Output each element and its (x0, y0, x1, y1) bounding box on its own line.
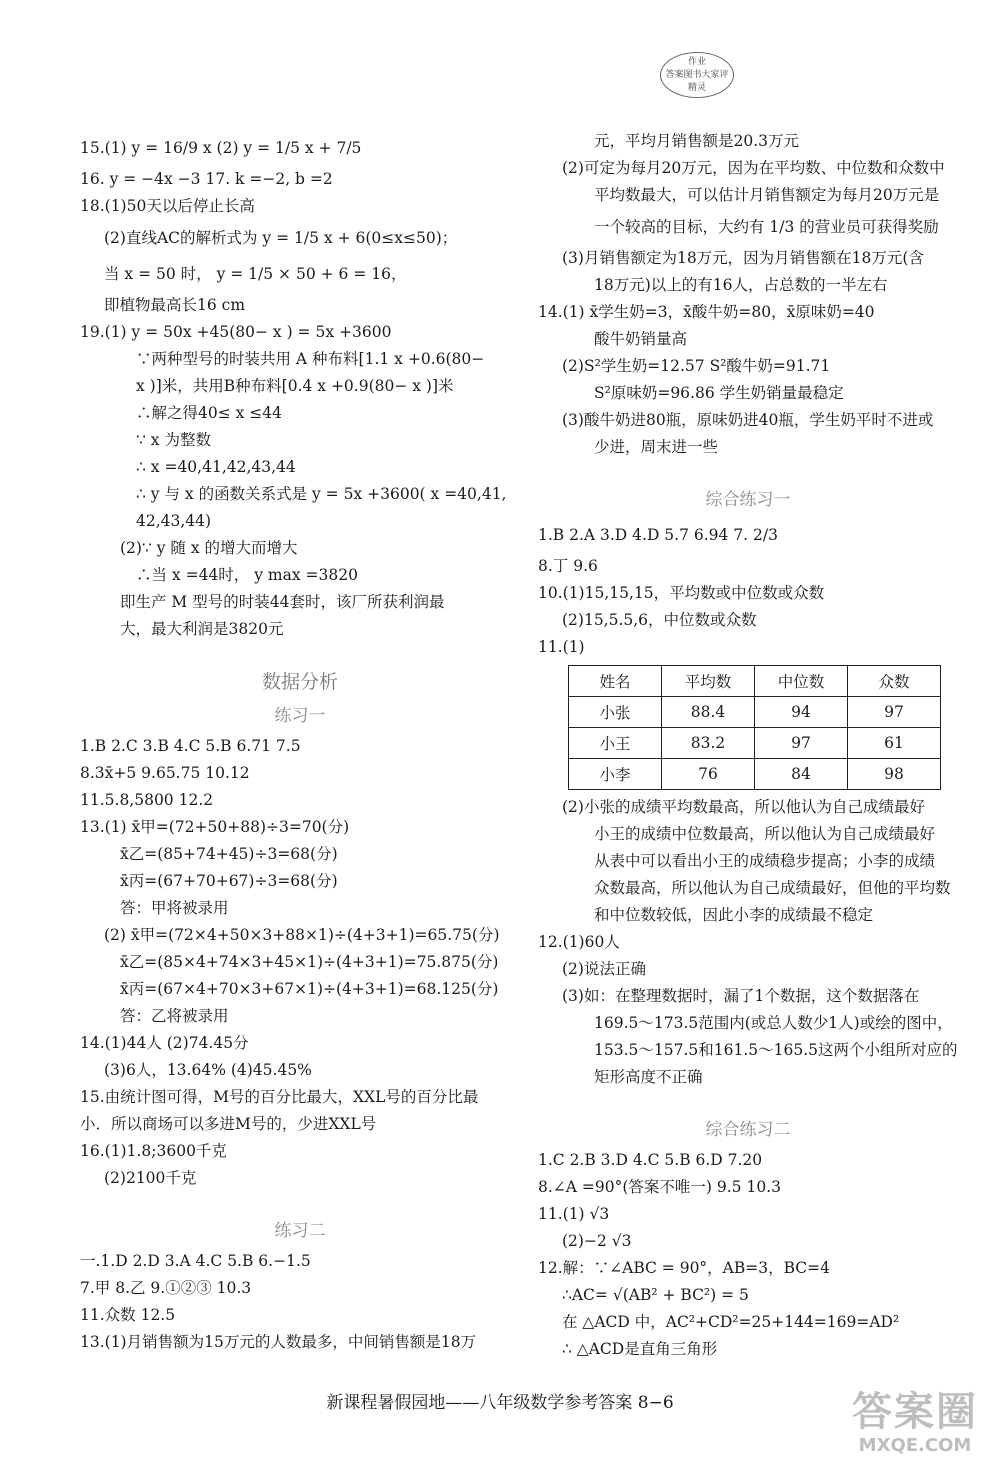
answer-line: 15.由统计图可得，M号的百分比最大，XXL号的百分比最 (80, 1088, 479, 1106)
answer-line: (2)可定为每月20万元，因为在平均数、中位数和众数中 (562, 159, 945, 177)
answer-line: (2)说法正确 (562, 960, 646, 978)
right-column (538, 128, 958, 1363)
answer-line: 11.(1) (538, 638, 585, 656)
subsection-title: 练习一 (274, 706, 326, 726)
answer-line: 在 △ACD 中，AC²+CD²=25+144=169=AD² (562, 1313, 900, 1331)
table-cell: 小王 (569, 728, 662, 759)
table-header-cell: 中位数 (755, 666, 848, 697)
answer-line: 矩形高度不正确 (594, 1068, 703, 1086)
table-cell: 83.2 (662, 728, 755, 759)
answer-line: 一.1.D 2.D 3.A 4.C 5.B 6.−1.5 (80, 1252, 311, 1270)
answer-line: x̄丙=(67×4+70×3+67×1)÷(4+3+1)=68.125(分) (120, 980, 499, 998)
answer-line: ∵ x 为整数 (136, 431, 211, 449)
answer-line: 19.(1) y = 50x +45(80− x ) = 5x +3600 (80, 323, 392, 341)
answer-line: (2)∵ y 随 x 的增大而增大 (120, 539, 298, 557)
watermark-text: 答案圈 (852, 1389, 978, 1435)
answer-line: (2)15,5.5,6，中位数或众数 (562, 611, 757, 629)
answer-line: 11.5.8,5800 12.2 (80, 791, 214, 809)
answer-line: 小．所以商场可以多进M号的，少进XXL号 (80, 1115, 377, 1133)
table-cell: 98 (848, 759, 941, 790)
answer-line: 15.(1) y = 16/9 x (2) y = 1/5 x + 7/5 (80, 139, 362, 157)
answer-line: (2) x̄甲=(72×4+50×3+88×1)÷(4+3+1)=65.75(分) (104, 926, 500, 944)
answer-line: (2)−2 √3 (562, 1232, 632, 1250)
answer-line: (3)酸牛奶进80瓶，原味奶进40瓶，学生奶平时不进或 (562, 411, 934, 429)
answer-line: 13.(1) x̄甲=(72+50+88)÷3=70(分) (80, 818, 350, 836)
answer-line: 即生产 M 型号的时装44套时，该厂所获利润最 (120, 593, 445, 611)
answer-line: 14.(1) x̄学生奶=3，x̄酸牛奶=80，x̄原味奶=40 (538, 303, 875, 321)
answer-line: ∴AC= √(AB² + BC²) = 5 (562, 1286, 749, 1304)
answer-line: 众数最高，所以他认为自己成绩最好，但他的平均数 (594, 879, 951, 897)
answer-line: (3)6人，13.64% (4)45.45% (104, 1061, 312, 1079)
answer-line: 平均数最大，可以估计月销售额定为每月20万元是 (594, 186, 940, 204)
answer-line: 18.(1)50天以后停止长高 (80, 197, 255, 215)
answer-line: 11.众数 12.5 (80, 1306, 176, 1324)
answer-line: ∴ x =40,41,42,43,44 (136, 458, 296, 476)
table-header-row (569, 666, 941, 697)
stamp-text-2: 答案图书大家评 (665, 70, 729, 80)
answer-line: 169.5～173.5范围内(或总人数少1人)或绘的图中， (594, 1014, 953, 1032)
answer-line: 16.(1)1.8;3600千克 (80, 1142, 227, 1160)
answer-line: 答：甲将被录用 (120, 899, 229, 917)
answer-line: 当 x = 50 时， y = 1/5 × 50 + 6 = 16， (104, 265, 407, 283)
answer-line: S²原味奶=96.86 学生奶销量最稳定 (594, 384, 844, 402)
table-row (569, 728, 941, 759)
answer-line: 少进，周末进一些 (594, 438, 719, 456)
answer-line: 1.B 2.A 3.D 4.D 5.7 6.94 7. 2/3 (538, 526, 778, 544)
table-header-cell: 姓名 (569, 666, 662, 697)
table-cell: 97 (755, 728, 848, 759)
answer-line: ∴当 x =44时， y max =3820 (136, 566, 358, 584)
table-row (569, 697, 941, 728)
answer-line: (3)月销售额定为18万元，因为月销售额在18万元(含 (562, 249, 924, 267)
watermark-logo (840, 1390, 990, 1465)
answer-line: 42,43,44) (136, 512, 212, 530)
answer-line: ∴ y 与 x 的函数关系式是 y = 5x +3600( x =40,41, (136, 485, 507, 503)
answer-line: 13.(1)月销售额为15万元的人数最多，中间销售额是18万 (80, 1333, 477, 1351)
table-cell: 小张 (569, 697, 662, 728)
logo-stamp (660, 52, 734, 98)
answer-line: (2)小张的成绩平均数最高，所以他认为自己成绩最好 (562, 798, 925, 816)
table-cell: 76 (662, 759, 755, 790)
answer-line: 和中位数较低，因此小李的成绩最不稳定 (594, 906, 874, 924)
answer-line: 7.甲 8.乙 9.①②③ 10.3 (80, 1279, 252, 1297)
answer-line: x̄乙=(85×4+74×3+45×1)÷(4+3+1)=75.875(分) (120, 953, 499, 971)
table-cell: 88.4 (662, 697, 755, 728)
answer-line: (3)如：在整理数据时，漏了1个数据，这个数据落在 (562, 987, 920, 1005)
answer-line: 从表中可以看出小王的成绩稳步提高；小李的成绩 (594, 852, 936, 870)
watermark-url: MXQE.COM (858, 1435, 972, 1456)
table-cell: 94 (755, 697, 848, 728)
section-title: 数据分析 (261, 671, 338, 693)
answer-line: 一个较高的目标，大约有 1/3 的营业员可获得奖励 (594, 218, 939, 236)
table-row (569, 759, 941, 790)
subsection-title: 综合练习二 (705, 1120, 791, 1140)
answer-line: 酸牛奶销量高 (594, 330, 688, 348)
answer-line: ∴解之得40≤ x ≤44 (136, 404, 283, 422)
table-header-cell: 平均数 (662, 666, 755, 697)
answer-line: 153.5～157.5和161.5～165.5这两个小组所对应的 (594, 1041, 958, 1059)
table-cell: 61 (848, 728, 941, 759)
answer-line: 答：乙将被录用 (120, 1007, 229, 1025)
table-cell: 97 (848, 697, 941, 728)
answer-line: 14.(1)44人 (2)74.45分 (80, 1034, 249, 1052)
page-footer: 新课程暑假园地——八年级数学参考答案 8−6 (326, 1393, 674, 1413)
score-table (568, 665, 941, 790)
table-cell: 小李 (569, 759, 662, 790)
answer-line: 11.(1) √3 (538, 1205, 610, 1223)
answer-line: 12.解：∵∠ABC = 90°，AB=3，BC=4 (538, 1259, 831, 1277)
answer-line: 1.B 2.C 3.B 4.C 5.B 6.71 7.5 (80, 737, 301, 755)
answer-line: 小王的成绩中位数最高，所以他认为自己成绩最好 (594, 825, 936, 843)
subsection-title: 练习二 (274, 1221, 326, 1241)
answer-line: x̄乙=(85+74+45)÷3=68(分) (120, 845, 338, 863)
answer-line: 8.3x̄+5 9.65.75 10.12 (80, 764, 250, 782)
answer-line: 10.(1)15,15,15，平均数或中位数或众数 (538, 584, 825, 602)
answer-line: 即植物最高长16 cm (104, 296, 246, 314)
answer-line: 8.丁 9.6 (538, 557, 598, 575)
table-cell: 84 (755, 759, 848, 790)
answer-line: x )]米，共用B种布料[0.4 x +0.9(80− x )]米 (136, 377, 454, 395)
answer-line: 12.(1)60人 (538, 933, 620, 951)
answer-line: 8.∠A =90°(答案不唯一) 9.5 10.3 (538, 1178, 781, 1196)
stamp-text-3: 精灵 (687, 83, 706, 93)
answer-line: x̄丙=(67+70+67)÷3=68(分) (120, 872, 338, 890)
answer-line: (2)S²学生奶=12.57 S²酸牛奶=91.71 (562, 357, 831, 375)
stamp-text-1: 作业 (687, 57, 706, 67)
answer-line: 1.C 2.B 3.D 4.C 5.B 6.D 7.20 (538, 1151, 763, 1169)
answer-line: 大，最大利润是3820元 (120, 620, 284, 638)
answer-line: (2)直线AC的解析式为 y = 1/5 x + 6(0≤x≤50)； (104, 229, 458, 247)
answer-line: ∵两种型号的时装共用 A 种布料[1.1 x +0.6(80− (136, 350, 485, 368)
answer-line: 16. y = −4x −3 17. k =−2, b =2 (80, 170, 333, 188)
answer-line: (2)2100千克 (104, 1169, 197, 1187)
answer-line: ∴ △ACD是直角三角形 (562, 1340, 718, 1358)
table-header-cell: 众数 (848, 666, 941, 697)
answer-line: 18万元)以上的有16人，占总数的一半左右 (594, 276, 888, 294)
subsection-title: 综合练习一 (705, 490, 791, 510)
answer-line: 元，平均月销售额是20.3万元 (594, 132, 800, 150)
left-column (80, 130, 520, 1356)
